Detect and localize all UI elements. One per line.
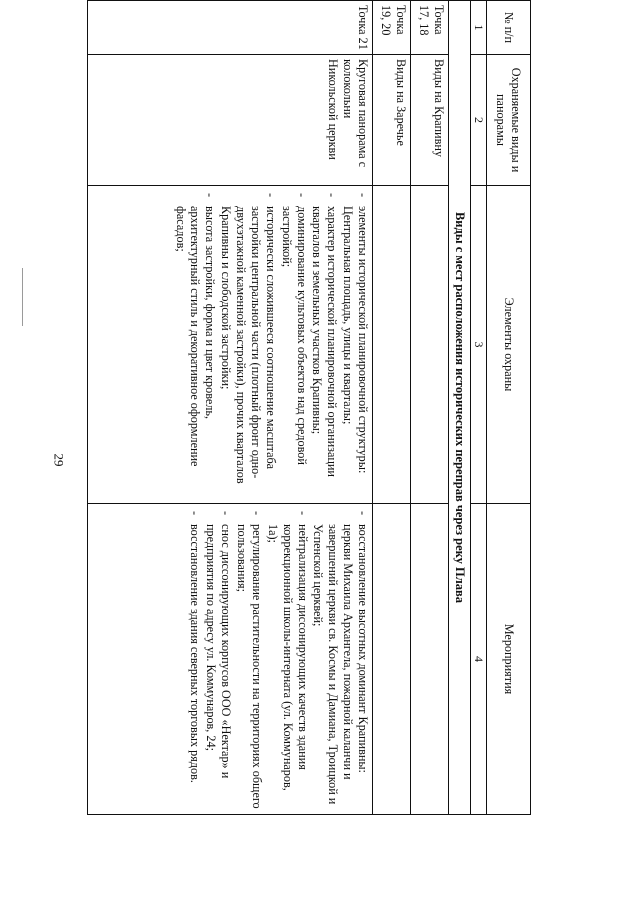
list-item: - характер исторической планировочной организации кварталов и земельных участков Крапивны;	[310, 190, 340, 499]
list-item: - доминирование культовых объектов над средовой застройкой;	[279, 190, 309, 499]
table-row	[411, 1, 449, 815]
row-elements	[373, 186, 411, 504]
column-number-row	[471, 1, 487, 815]
list-item: - восстановление здания северных торговых рядов.	[188, 508, 203, 810]
header-views: Охраняемые виды и панорамы	[487, 55, 531, 186]
document-sheet	[87, 0, 531, 814]
row-elements	[411, 186, 449, 504]
list-item: - элементы исторической планировочной структуры: Центральная площадь, улицы и кварталы;	[340, 190, 370, 499]
header-measures: Мероприятия	[487, 504, 531, 815]
list-item: - исторически сложившееся соотношение масштаба застройки центральной части (плотный фронт одно-двухэтажной каменной застройки), прочих кварталов Крапивны и слободской застройки;	[218, 190, 278, 499]
rotated-table-container	[87, 0, 531, 814]
column-number: 4	[471, 504, 487, 815]
row-measures	[373, 504, 411, 815]
row-elements	[88, 186, 373, 504]
row-measures	[88, 504, 373, 815]
column-number: 3	[471, 186, 487, 504]
list-item: - восстановление высотных доминант Крапивны: церкви Михаила Архангела, пожарной каланчи и завершений церкви св. Космы и Дамиана, Троицкой и Успенской церквей;	[311, 508, 371, 810]
header-num: № п/п	[487, 1, 531, 55]
section-title: Виды с мест расположения исторических переправ через реку Плава	[449, 1, 471, 815]
row-num: Точка 19, 20	[373, 1, 411, 55]
row-num: Точка 21	[88, 1, 373, 55]
list-item: - нейтрализация диссонирующих качеств здания коррекционной школы-интерната (ул. Коммунаров, 1а);	[265, 508, 310, 810]
table-row	[88, 1, 373, 815]
list-item: - регулирование растительности на территориях общего пользования;	[234, 508, 264, 810]
row-view: Виды на Крапивну	[411, 55, 449, 186]
header-row	[487, 1, 531, 815]
header-elements: Элементы охраны	[487, 186, 531, 504]
measures-list	[188, 508, 371, 810]
elements-list	[173, 190, 370, 499]
row-view: Круговая панорама с колокольни Никольской церкви	[88, 55, 373, 186]
row-view: Виды на Заречье	[373, 55, 411, 186]
row-measures	[411, 504, 449, 815]
page-number: 29	[51, 453, 67, 467]
table-row	[373, 1, 411, 815]
column-number: 2	[471, 55, 487, 186]
list-item: - высота застройки, форма и цвет кровель, архитектурный стиль и декоративное оформление фасадов;	[173, 190, 218, 499]
section-row	[449, 1, 471, 815]
list-item: - снос диссонирующих корпусов ООО «Нектар» и предприятия по адресу ул. Коммунаров, 24;	[204, 508, 234, 810]
column-number: 1	[471, 1, 487, 55]
scan-edge-mark	[22, 268, 23, 326]
protection-table	[87, 0, 531, 815]
row-num: Точка 17, 18	[411, 1, 449, 55]
